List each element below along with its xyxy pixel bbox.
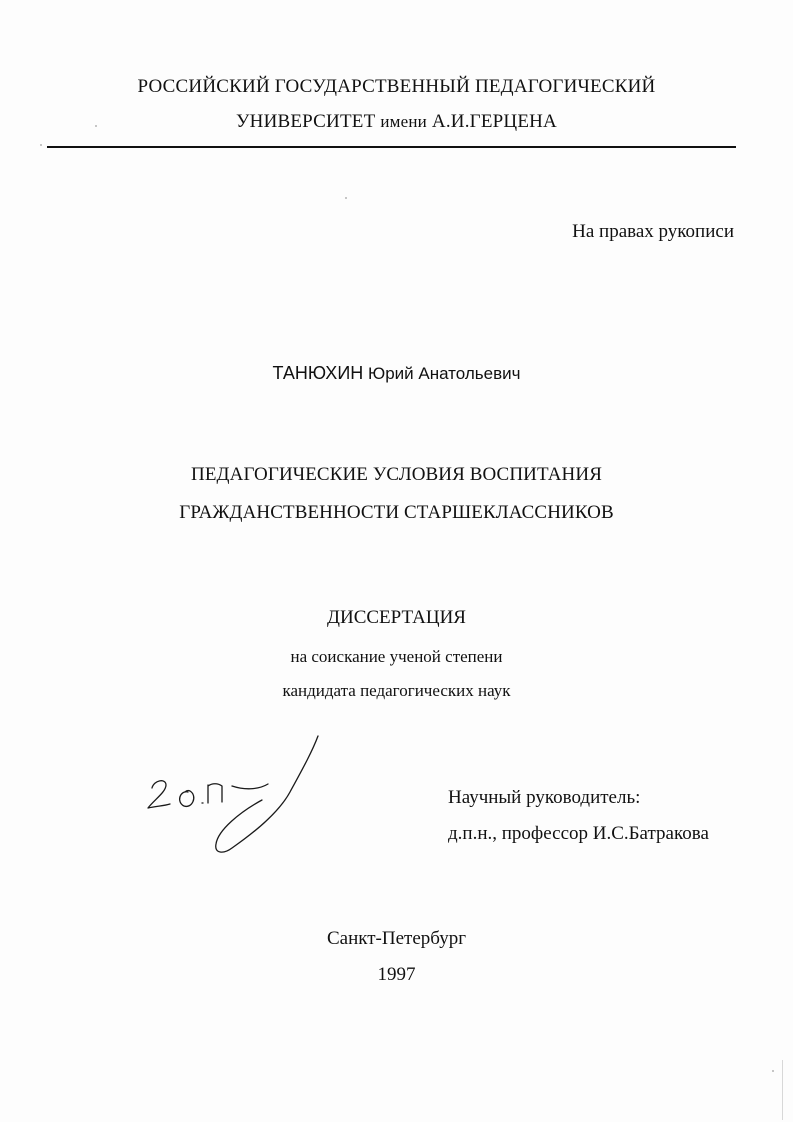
scan-speck xyxy=(772,1070,774,1072)
university-name-line2 xyxy=(54,111,739,133)
university-word: УНИВЕРСИТЕТ xyxy=(236,111,376,132)
supervisor-label: Научный руководитель: xyxy=(448,787,641,808)
author-given-names: Юрий Анатольевич xyxy=(368,364,521,383)
header-divider-line xyxy=(47,146,736,148)
supervisor-name: д.п.н., профессор И.С.Батракова xyxy=(448,823,709,844)
document-type-label: ДИССЕРТАЦИЯ xyxy=(327,607,466,628)
scan-speck xyxy=(345,197,347,199)
scan-edge-mark xyxy=(782,1060,783,1120)
degree-description-line2: кандидата педагогических наук xyxy=(282,681,511,700)
handwritten-signature xyxy=(140,730,330,860)
year: 1997 xyxy=(377,964,416,985)
author-name xyxy=(0,363,793,385)
city: Санкт-Петербург xyxy=(326,928,466,949)
scan-speck xyxy=(95,125,97,127)
university-name-line1: РОССИЙСКИЙ ГОСУДАРСТВЕННЫЙ ПЕДАГОГИЧЕСКИЙ xyxy=(137,76,656,97)
scan-speck xyxy=(40,144,42,146)
rights-note: На правах рукописи xyxy=(572,221,734,242)
dissertation-title-line1: ПЕДАГОГИЧЕСКИЕ УСЛОВИЯ ВОСПИТАНИЯ xyxy=(191,464,602,485)
named-after-word: имени xyxy=(380,112,427,131)
degree-description-line1: на соискание ученой степени xyxy=(290,647,503,666)
author-surname: ТАНЮХИН xyxy=(272,363,364,383)
university-namesake: А.И.ГЕРЦЕНА xyxy=(431,111,557,132)
dissertation-title-line2: ГРАЖДАНСТВЕННОСТИ СТАРШЕКЛАССНИКОВ xyxy=(179,502,614,523)
